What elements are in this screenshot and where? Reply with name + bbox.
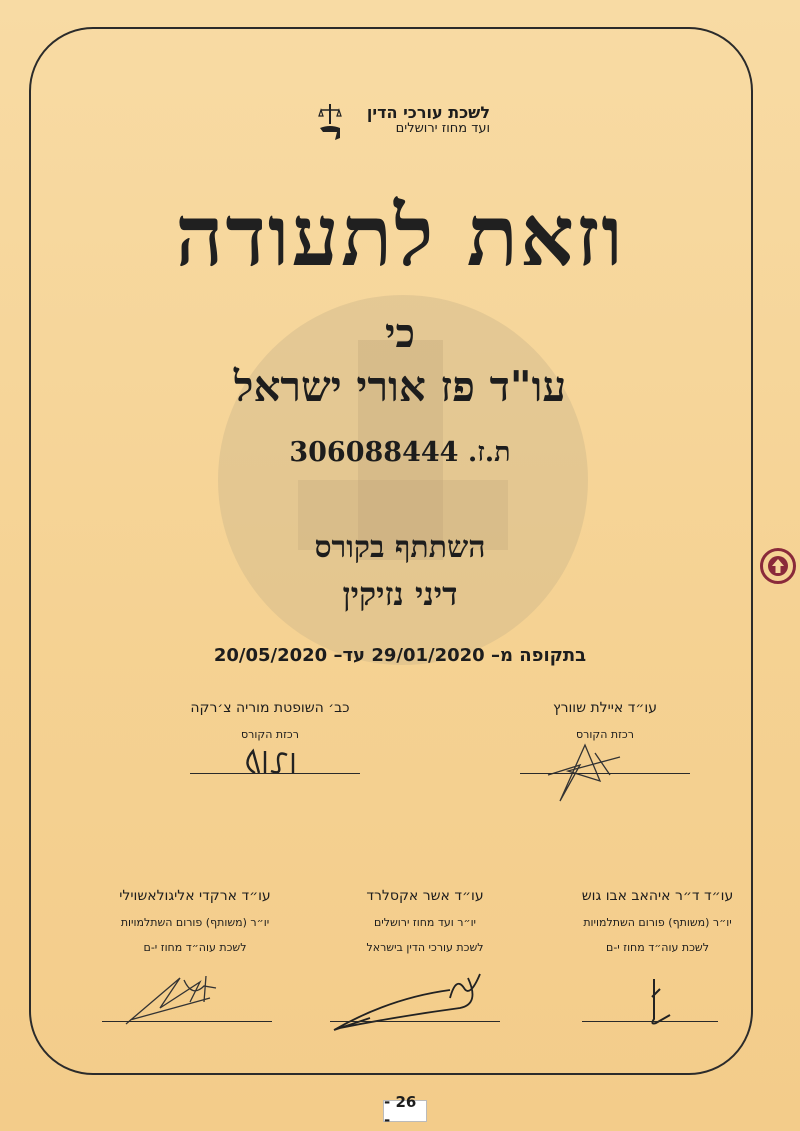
course-name: דיני נזיקין: [342, 575, 458, 613]
period-prefix: בתקופה מ–: [490, 645, 587, 666]
signature-block: [335, 888, 515, 954]
signer-name: עו״ד ארקדי אליגולאשוילי: [119, 888, 271, 904]
scales-logo-icon: [317, 102, 343, 142]
up-arrow-circle-icon: [767, 555, 789, 577]
signer-org: לשכת עוה״ד מחוז י-ם: [606, 941, 709, 954]
signer-org: לשכת עוה״ד מחוז י-ם: [143, 941, 247, 954]
signature-line: [190, 773, 360, 774]
signer-name: עו״ד איילת שוורץ: [553, 700, 657, 716]
signer-role: יו״ר (משותף) פורום השתלמויות: [583, 916, 732, 929]
period-to-label: עד–: [333, 645, 366, 666]
signature-block: [180, 700, 360, 741]
period-to: 20/05/2020: [213, 645, 328, 666]
signature-line: [102, 1021, 272, 1022]
signature-scribble: [330, 968, 490, 1038]
recipient-name: עו"ד פז אורי ישראל: [233, 362, 567, 411]
signer-name: כב׳ השופטת מוריה צ׳רקה: [190, 700, 350, 716]
signature-block: [100, 888, 290, 954]
period-from: 29/01/2020: [371, 645, 485, 666]
signer-role: רכזת הקורס: [576, 728, 634, 741]
signature-scribble: [540, 735, 630, 805]
participation-text: השתתף בקורס: [314, 530, 486, 565]
org-header: [367, 104, 490, 137]
org-name: לשכת עורכי הדין: [366, 103, 490, 122]
org-district: ועד מחוז ירושלים: [395, 121, 490, 137]
signer-role: רכזת הקורס: [241, 728, 299, 741]
signature-scribble: [630, 975, 680, 1035]
certificate-title: וזאת לתעודה: [175, 186, 625, 285]
signer-name: עו״ד אשר אקסלרד: [366, 888, 484, 904]
signature-block: [550, 888, 765, 954]
signer-name: עו״ד ד״ר איהאב אבו גוש: [581, 888, 734, 904]
page-number: - 26 -: [383, 1100, 427, 1122]
recipient-id: [0, 437, 800, 468]
course-period: [0, 645, 800, 666]
signature-line: [582, 1021, 718, 1022]
signature-line: [330, 1021, 500, 1022]
signature-scribble: [120, 968, 230, 1028]
certificate-ki: כי: [384, 310, 416, 357]
signer-org: לשכת עורכי הדין בישראל: [366, 941, 484, 954]
signer-role: יו״ר (משותף) פורום השתלמויות: [120, 916, 270, 929]
signature-line: [520, 773, 690, 774]
signer-role: יו״ר ועד מחוז ירושלים: [373, 916, 477, 929]
scroll-to-top-button[interactable]: [760, 548, 796, 584]
id-label: ת.ז.: [467, 437, 511, 468]
id-number: 306088444: [289, 437, 459, 468]
